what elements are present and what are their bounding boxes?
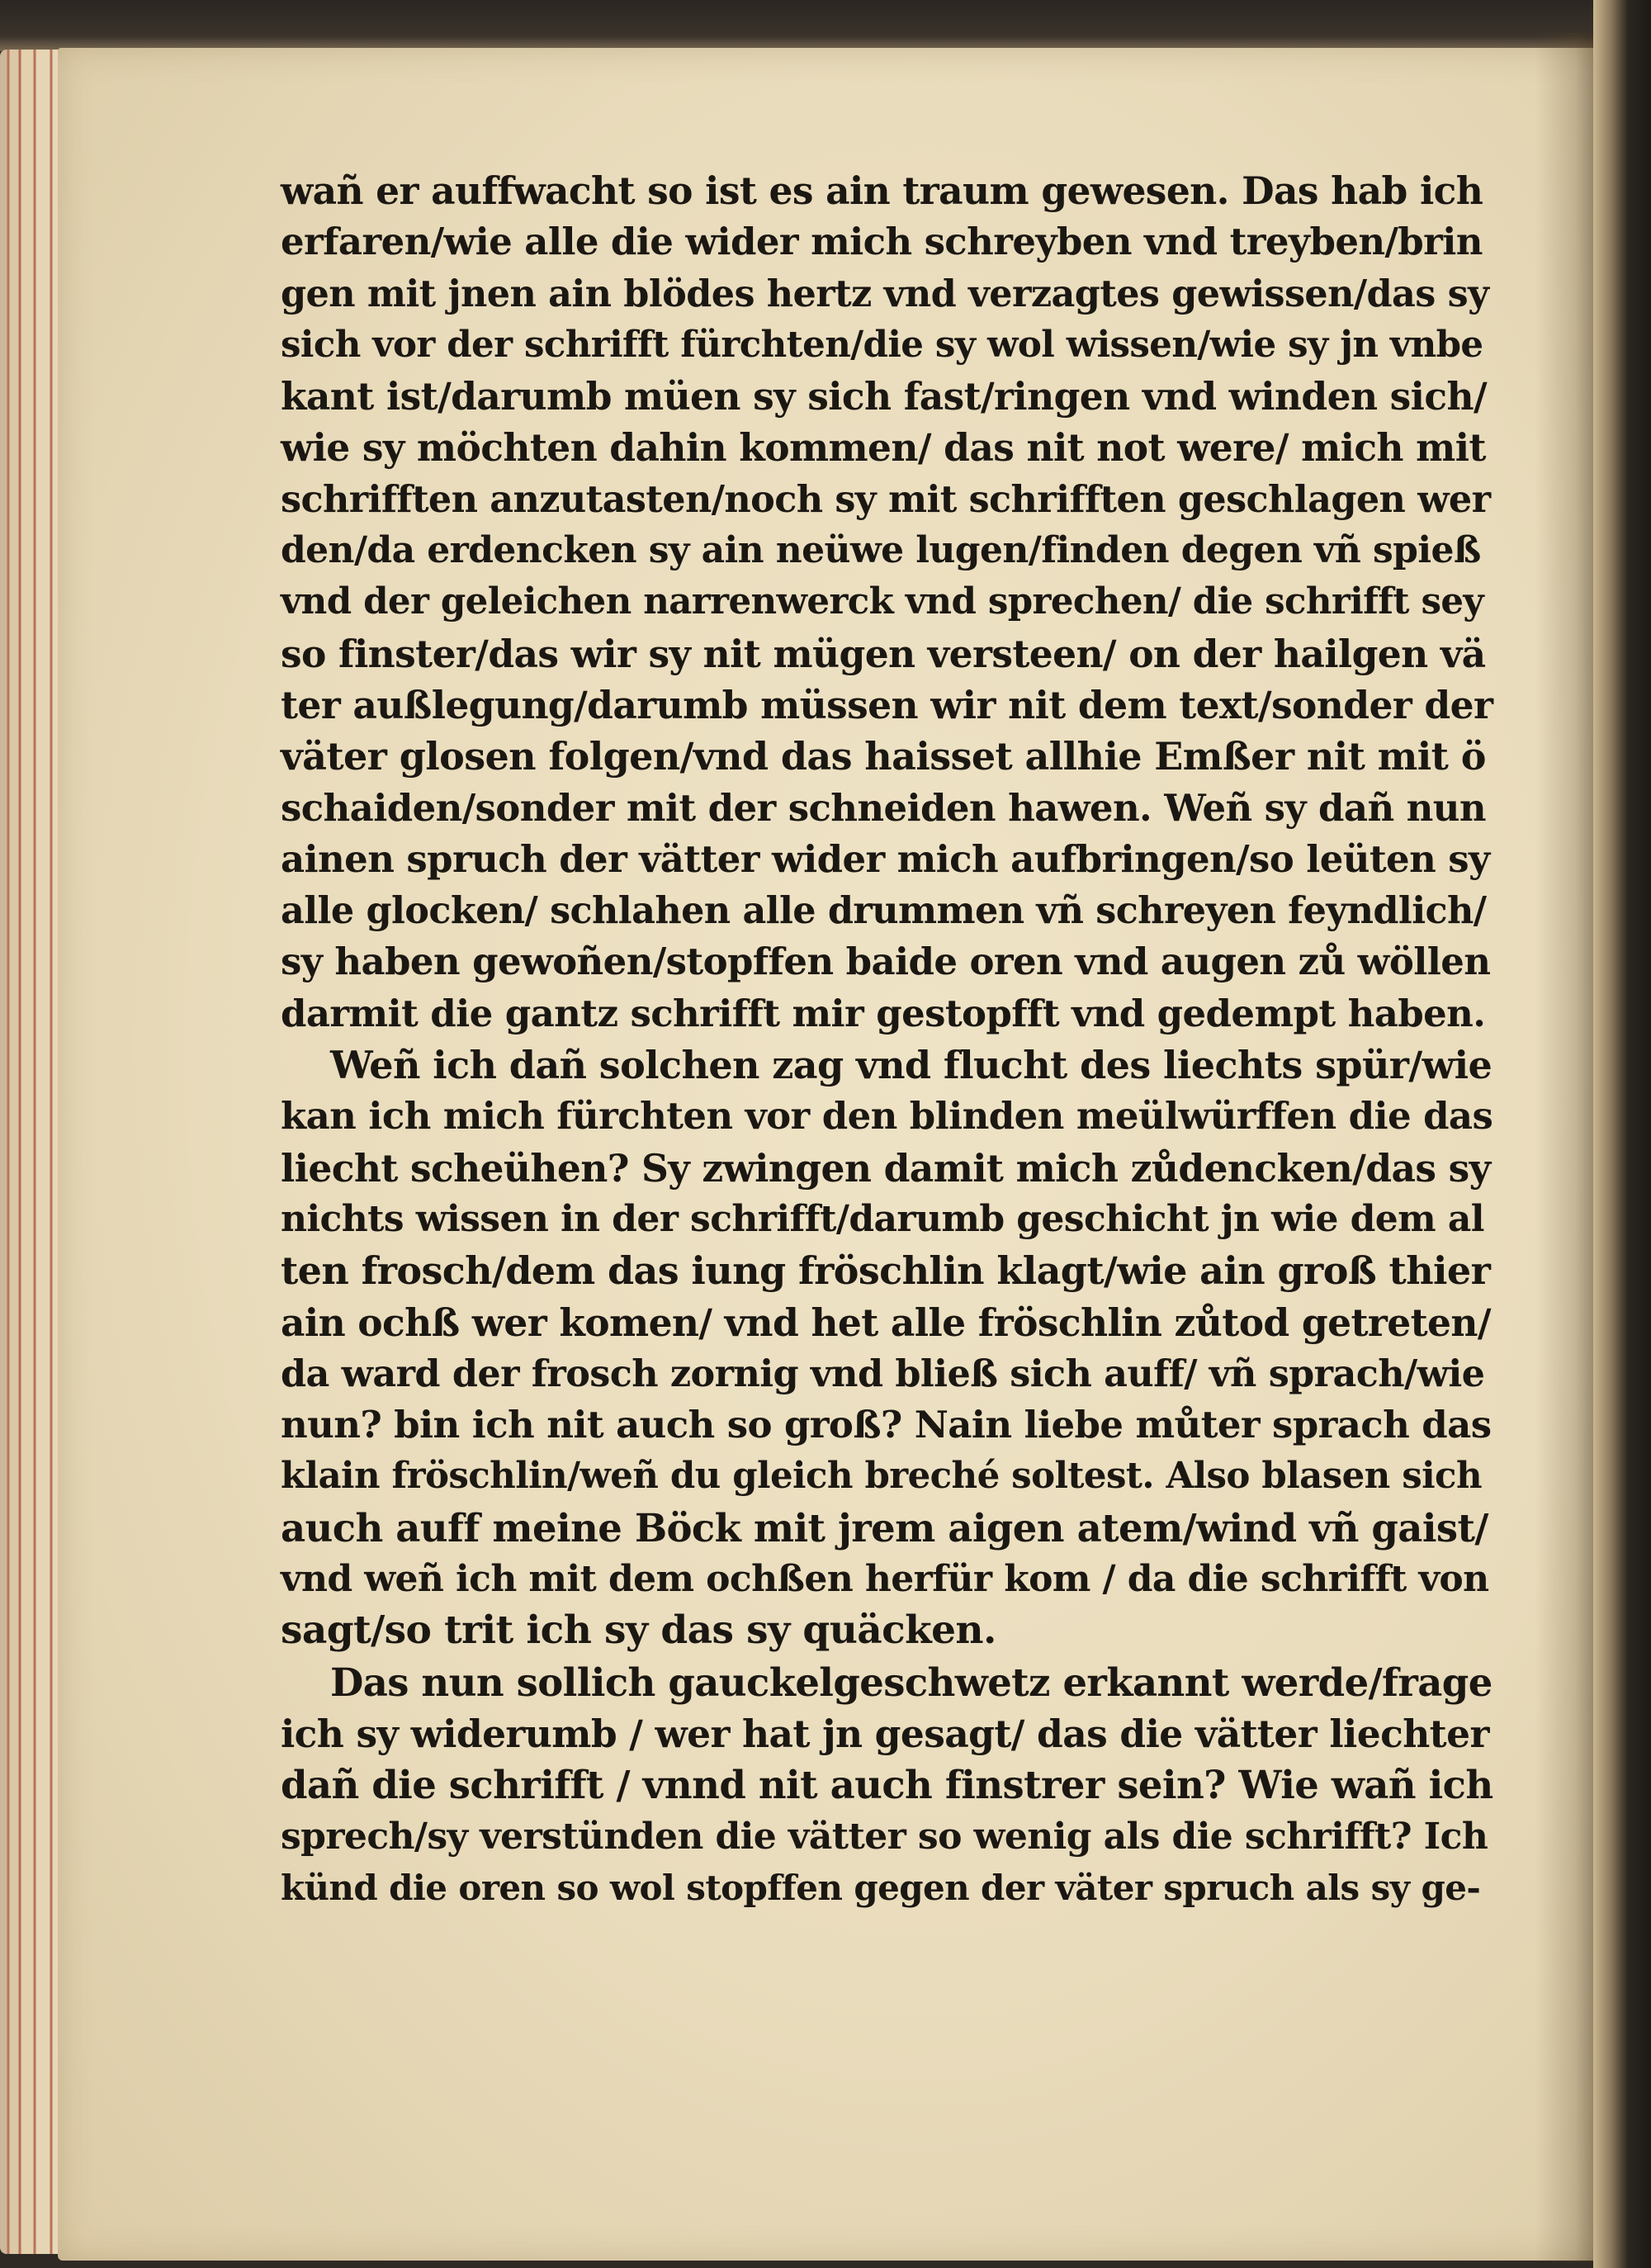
text-line: ainen spruch der vätter wider mich aufbringen/so leüten sy <box>281 836 1490 881</box>
text-line: dañ die schrifft / vnnd nit auch finstrer sein? Wie wañ ich <box>281 1762 1493 1808</box>
text-line: darmit die gantz schrifft mir gestopfft vnd gedempt haben. <box>281 991 1486 1035</box>
text-line: schrifften anzutasten/noch sy mit schrifften geschlagen wer <box>281 477 1491 521</box>
text-line: nun? bin ich nit auch so groß? Nain liebe můter sprach das <box>281 1403 1492 1447</box>
text-line: sagt/so trit ich sy das sy quäcken. <box>281 1607 996 1654</box>
text-line: nichts wissen in der schrifft/darumb geschicht jn wie dem al <box>281 1197 1484 1240</box>
scan-background-top <box>0 0 1651 51</box>
text-line: ten frosch/dem das iung fröschlin klagt/wie ain groß thier <box>281 1248 1491 1294</box>
text-line: sy haben gewoñen/stopffen baide oren vnd augen zů wöllen <box>281 940 1491 984</box>
text-line: väter glosen folgen/vnd das haisset allhie Emßer nit mit ö <box>281 734 1486 779</box>
text-line: vnd weñ ich mit dem ochßen herfür kom / da die schrifft von <box>281 1558 1489 1601</box>
text-line: den/da erdencken sy ain neüwe lugen/finden degen vñ spieß <box>281 529 1481 572</box>
text-line: schaiden/sonder mit der schneiden hawen. Weñ sy dañ nun <box>281 785 1486 830</box>
text-line: so finster/das wir sy nit mügen versteen/ on der hailgen vä <box>281 631 1486 676</box>
text-line: da ward der frosch zornig vnd bließ sich auff/ vñ sprach/wie <box>281 1352 1485 1395</box>
gutter-shadow <box>1535 33 1601 2262</box>
text-line: alle glocken/ schlahen alle drummen vñ schreyen feyndlich/ <box>281 889 1487 933</box>
text-line: kant ist/darumb müen sy sich fast/ringen vnd winden sich/ <box>281 374 1487 419</box>
text-line: auch auff meine Böck mit jrem aigen atem/wind vñ gaist/ <box>281 1504 1488 1551</box>
text-line: Das nun sollich gauckelgeschwetz erkannt werde/frage <box>330 1659 1493 1705</box>
binding-gutter <box>1593 0 1651 2268</box>
text-line: vnd der geleichen narrenwerck vnd sprechen/ die schrifft sey <box>281 580 1484 623</box>
text-line: kan ich mich fürchten vor den blinden meülwürffen die das <box>281 1094 1493 1139</box>
text-line: künd die oren so wol stopffen gegen der väter spruch als sy ge- <box>281 1867 1481 1908</box>
text-line: ain ochß wer komen/ vnd het alle fröschlin zůtod getreten/ <box>281 1300 1491 1345</box>
text-block <box>281 165 1494 1914</box>
text-line: liecht scheühen? Sy zwingen damit mich zůdencken/das sy <box>281 1145 1491 1191</box>
text-line: gen mit jnen ain blödes hertz vnd verzagtes gewissen/das sy <box>281 272 1489 315</box>
text-line: ter außlegung/darumb müssen wir nit dem text/sonder der <box>281 682 1493 727</box>
text-line: sprech/sy verstünden die vätter so wenig als die schrifft? Ich <box>281 1815 1488 1858</box>
text-line: klain fröschlin/weñ du gleich breché soltest. Also blasen sich <box>281 1455 1482 1498</box>
text-line: sich vor der schrifft fürchten/die sy wol wissen/wie sy jn vnbe <box>281 323 1483 366</box>
text-line: wañ er auffwacht so ist es ain traum gewesen. Das hab ich <box>281 168 1483 213</box>
text-line: erfaren/wie alle die wider mich schreyben vnd treyben/brin <box>281 220 1483 264</box>
text-line: wie sy möchten dahin kommen/ das nit not were/ mich mit <box>281 425 1486 471</box>
text-line: ich sy widerumb / wer hat jn gesagt/ das die vätter liechter <box>281 1711 1489 1756</box>
text-line: Weñ ich dañ solchen zag vnd flucht des liechts spür/wie <box>330 1043 1493 1088</box>
